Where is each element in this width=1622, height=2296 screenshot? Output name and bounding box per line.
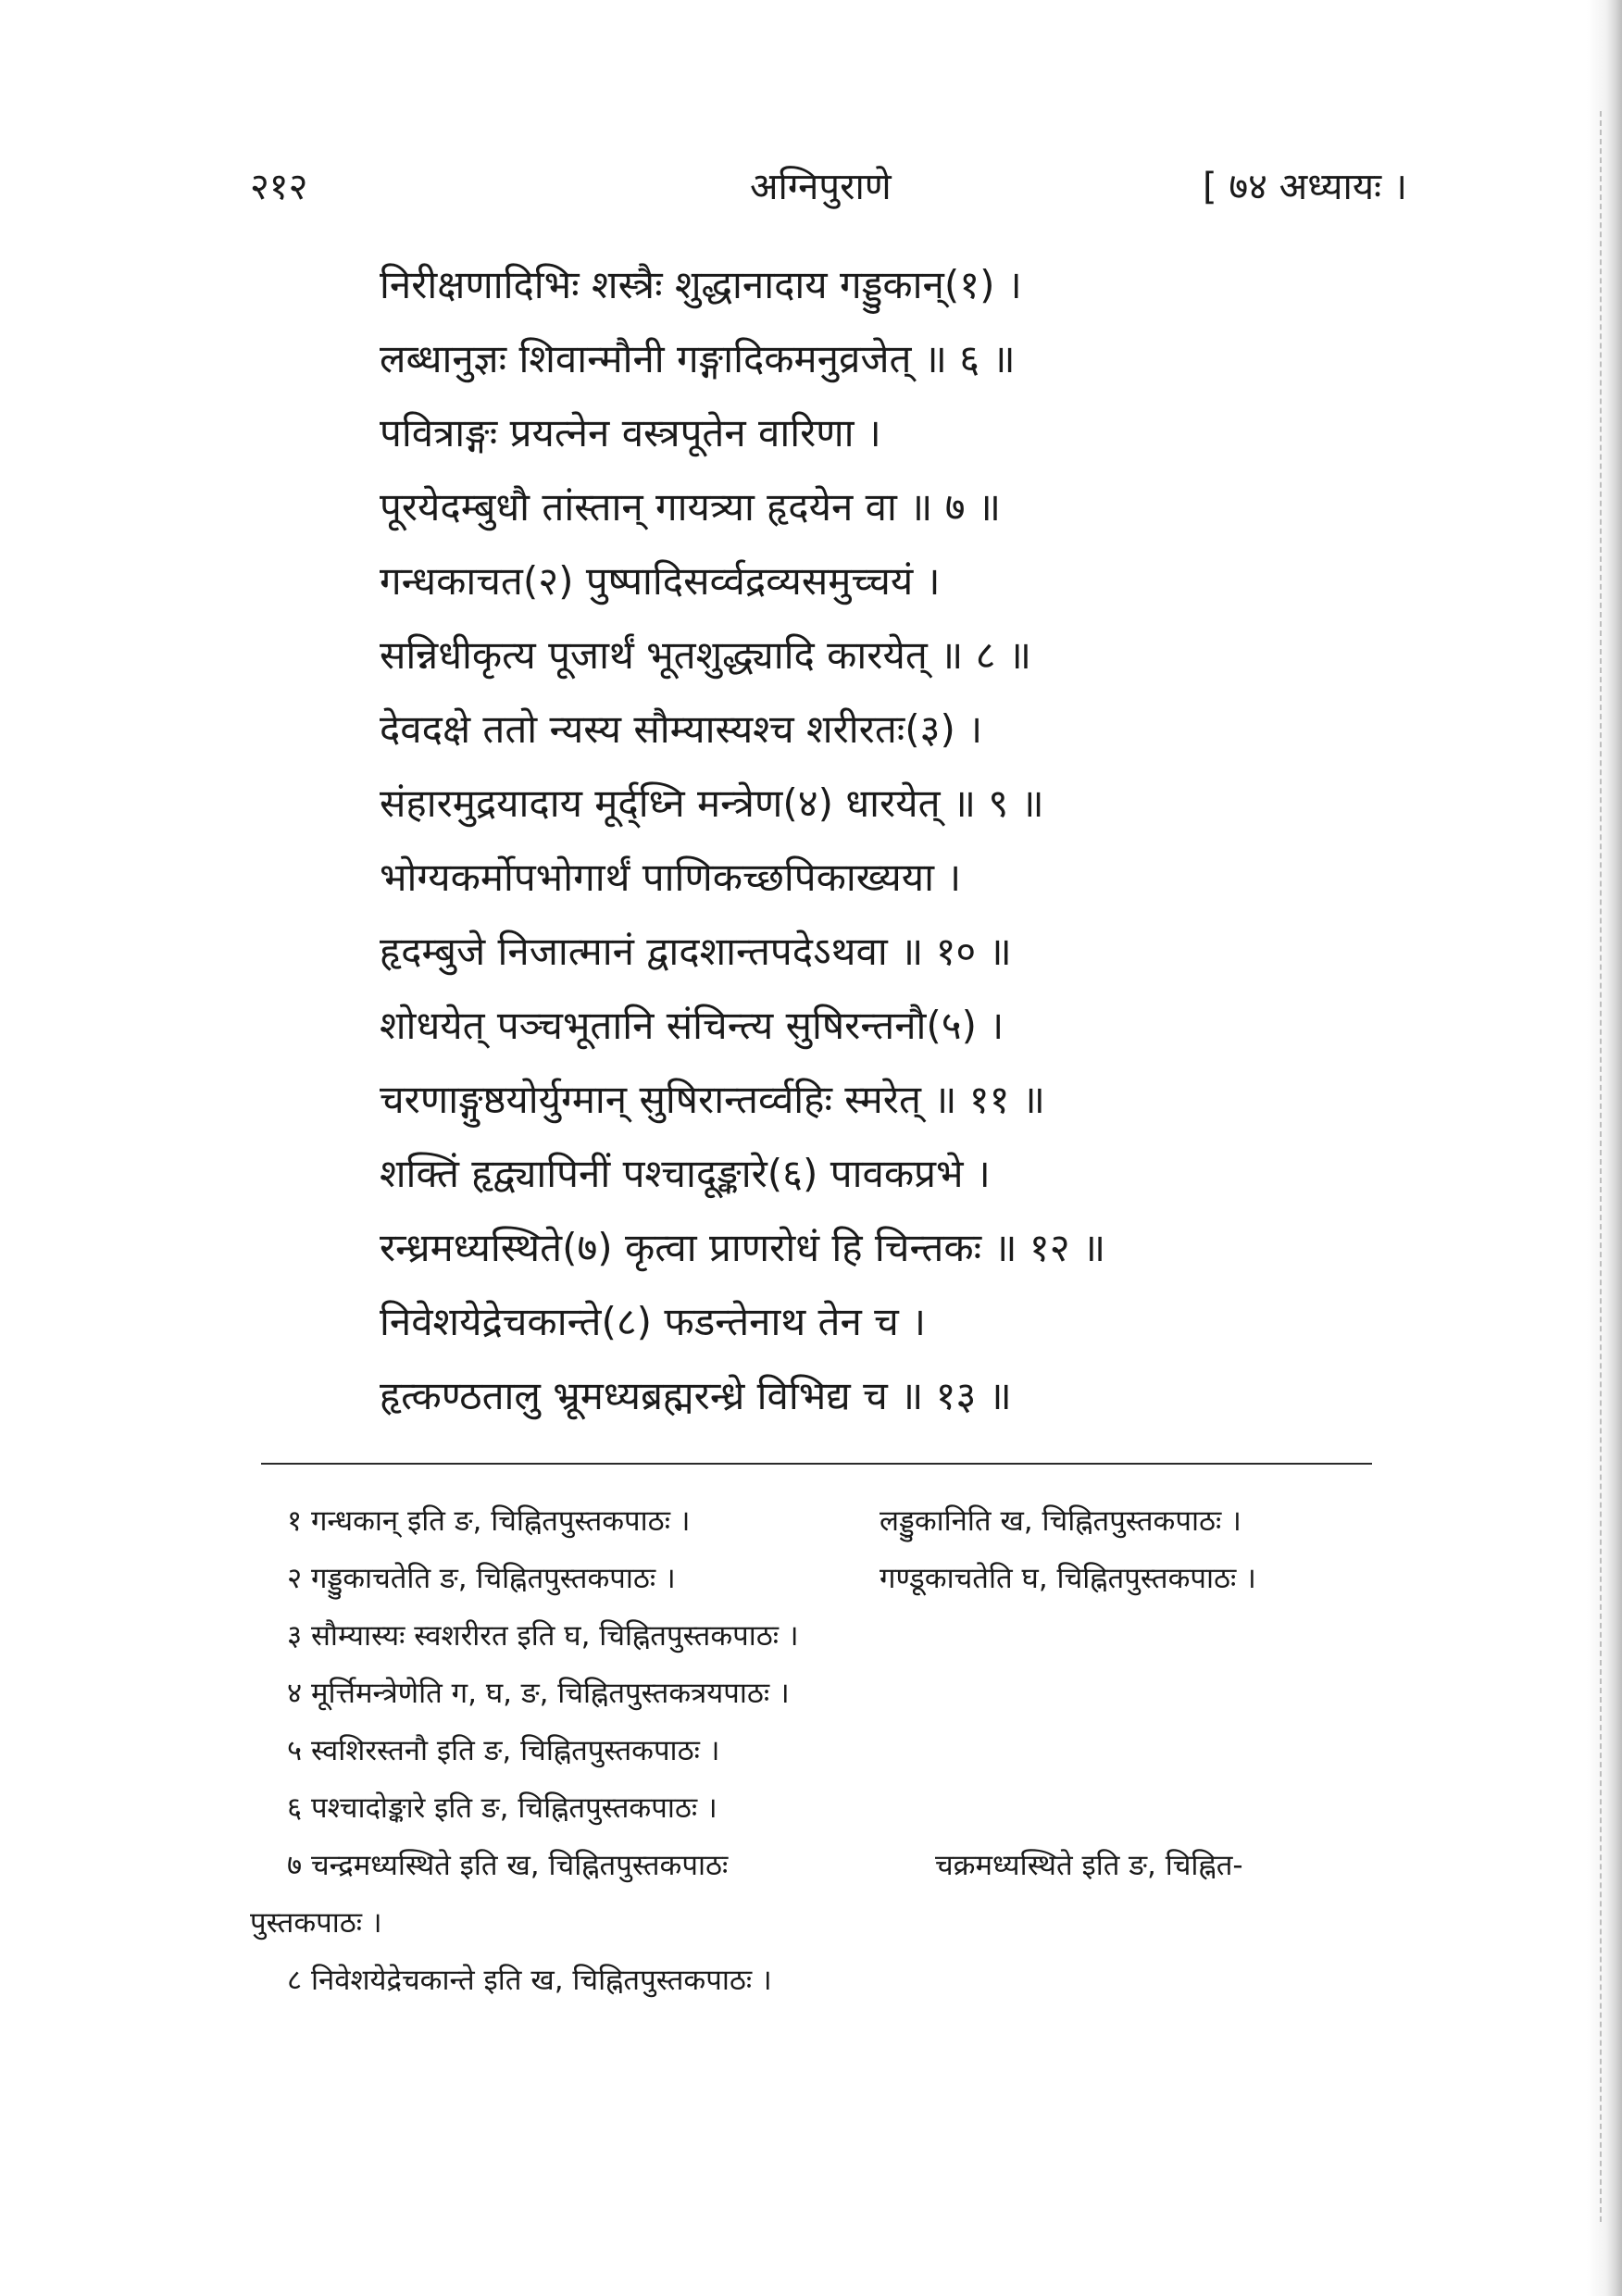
footnote-variant: गण्डूकाचतेति घ, चिह्नितपुस्तकपाठः ।: [880, 1562, 1256, 1595]
verse-line: पवित्राङ्गः प्रयत्नेन वस्त्रपूतेन वारिणा ।: [380, 410, 881, 455]
footnote-text: पुस्तकपाठः ।: [250, 1906, 382, 1940]
page-header: [250, 159, 1407, 215]
page-number: २१२: [250, 166, 308, 208]
footnote-line: [250, 1607, 1398, 1665]
footnote-line: [250, 1952, 1398, 2009]
footnote-line: [250, 1894, 1398, 1952]
verse-line: शोधयेत् पञ्चभूतानि संचिन्त्य सुषिरन्तनौ(५) ।: [380, 1003, 1004, 1048]
footnote-text: ७ चन्द्रमध्यस्थिते इति ख, चिह्नितपुस्तकपाठः: [287, 1849, 729, 1882]
verse-line: सन्निधीकृत्य पूजार्थं भूतशुद्ध्यादि कारयेत् ॥ ८ ॥: [380, 632, 1031, 678]
running-title: अग्निपुराणे: [750, 166, 892, 208]
verse-line: लब्धानुज्ञः शिवान्मौनी गङ्गादिकमनुव्रजेत् ॥ ६ ॥: [380, 336, 1016, 381]
footnote-variant: चक्रमध्यस्थिते इति ङ, चिह्नित-: [935, 1849, 1243, 1882]
verse-line: निरीक्षणादिभिः शस्त्रैः शुद्धानादाय गड्डुकान्(१) ।: [380, 262, 1022, 307]
verse-line: हृदम्बुजे निजात्मानं द्वादशान्तपदेऽथवा ॥ १० ॥: [380, 929, 1012, 974]
footnote-block: [250, 1492, 1398, 2009]
verse-line: भोग्यकर्मोपभोगार्थं पाणिकच्छपिकाख्यया ।: [380, 855, 962, 900]
verse-line: रन्ध्रमध्यस्थिते(७) कृत्वा प्राणरोधं हि चिन्तकः ॥ १२ ॥: [380, 1225, 1106, 1270]
footnote-text: २ गड्डुकाचतेति ङ, चिह्नितपुस्तकपाठः ।: [287, 1562, 676, 1595]
footnote-text: ४ मूर्त्तिमन्त्रेणेति ग, घ, ङ, चिह्नितपुस्तकत्रयपाठः ।: [287, 1677, 790, 1710]
verse-line: संहारमुद्रयादाय मूर्द्ध्नि मन्त्रेण(४) धारयेत् ॥ ९ ॥: [380, 780, 1044, 826]
verse-line: गन्धकाचत(२) पुष्पादिसर्व्वद्रव्यसमुच्चयं ।: [380, 558, 941, 604]
verse-line: पूरयेदम्बुधौ तांस्तान् गायत्र्या हृदयेन वा ॥ ७ ॥: [380, 484, 1002, 530]
footnote-text: ८ निवेशयेद्रेचकान्ते इति ख, चिह्नितपुस्तकपाठः ।: [287, 1964, 772, 1997]
page-edge-shadow: [1587, 0, 1622, 2296]
footnote-line: [250, 1665, 1398, 1722]
footnote-text: ३ सौम्यास्यः स्वशरीरत इति घ, चिह्नितपुस्तकपाठः ।: [287, 1619, 799, 1653]
footnote-variant: लड्डुकानिति ख, चिह्नितपुस्तकपाठः ।: [880, 1504, 1241, 1538]
footnote-text: ६ पश्चादोङ्कारे इति ङ, चिह्नितपुस्तकपाठः ।: [287, 1791, 717, 1825]
chapter-label: [ ७४ अध्यायः ।: [1203, 166, 1407, 208]
footnote-line: [250, 1779, 1398, 1837]
footnote-line: [250, 1837, 1398, 1894]
verse-line: हृत्कण्ठतालु भ्रूमध्यब्रह्मरन्ध्रे विभिद्य च ॥ १३ ॥: [380, 1373, 1012, 1418]
footnote-text: ५ स्वशिरस्तनौ इति ङ, चिह्नितपुस्तकपाठः ।: [287, 1734, 720, 1767]
verse-block: [380, 248, 1287, 1433]
footnote-line: [250, 1722, 1398, 1779]
verse-line: देवदक्षे ततो न्यस्य सौम्यास्यश्च शरीरतः(३) ।: [380, 706, 983, 752]
verse-line: निवेशयेद्रेचकान्ते(८) फडन्तेनाथ तेन च ।: [380, 1299, 927, 1344]
footnote-text: १ गन्धकान् इति ङ, चिह्नितपुस्तकपाठः ।: [287, 1504, 691, 1538]
page-binding-edge: [1598, 111, 1602, 2222]
verse-line: शक्तिं हृद्व्यापिनीं पश्चादूङ्कारे(६) पावकप्रभे ।: [380, 1151, 991, 1196]
footnote-line: [250, 1492, 1398, 1550]
footnote-line: [250, 1550, 1398, 1607]
footnote-divider: [261, 1463, 1372, 1465]
verse-line: चरणाङ्गुष्ठयोर्युग्मान् सुषिरान्तर्व्वहिः स्मरेत् ॥ ११ ॥: [380, 1077, 1045, 1122]
